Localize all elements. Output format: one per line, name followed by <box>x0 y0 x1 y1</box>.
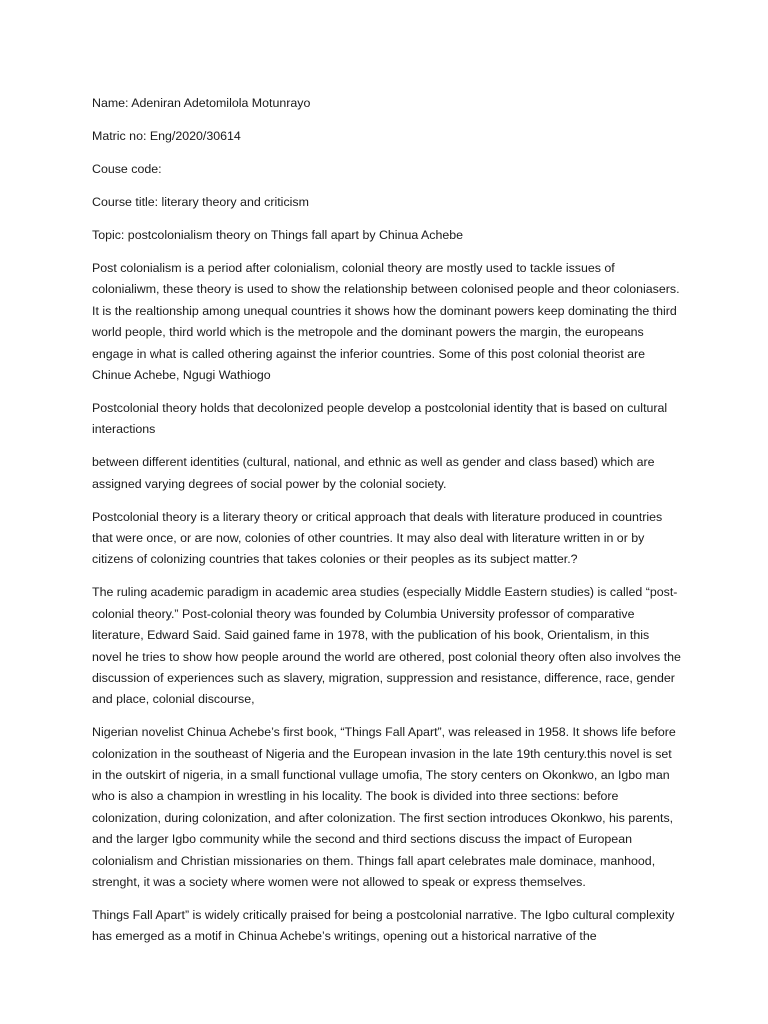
paragraph: The ruling academic paradigm in academic area studies (especially Middle Eastern studies) is called “post-colonial theory.” Post-colonial theory was founded by Columbia University professor of comparative literature, Edward Said. Said gained fame in 1978, with the publication of his book, Orientalism, in this novel he tries to show how people around the world are othered, post colonial theory often also involves the discussion of experiences such as slavery, migration, suppression and resistance, difference, race, gender and place, colonial discourse, <box>92 585 681 707</box>
topic: Topic: postcolonialism theory on Things fall apart by Chinua Achebe <box>92 228 464 242</box>
paragraph: Things Fall Apart” is widely critically praised for being a postcolonial narrative. The Igbo cultural complexity has emerged as a motif in Chinua Achebe’s writings, opening out a historical narrative of the <box>92 907 675 944</box>
document-body <box>92 93 682 959</box>
paragraph: Nigerian novelist Chinua Achebe’s first book, “Things Fall Apart”, was released in 1958. It shows life before colonization in the southeast of Nigeria and the European invasion in the late 19th century.this novel is set in the outskirt of nigeria, in a small functional vullage umofia, The story centers on Okonkwo, an Igbo man who is also a champion in wrestling in his locality. The book is divided into three sections: before colonization, during colonization, and after colonization. The first section introduces Okonkwo, his parents, and the larger Igbo community while the second and third sections discuss the impact of European colonialism and Christian missionaries on them. Things fall apart celebrates male dominace, manhood, strenght, it was a society where women were not allowed to speak or express themselves. <box>92 725 676 890</box>
course-code: Couse code: <box>92 162 162 176</box>
course-title: Course title: literary theory and criticism <box>92 195 309 209</box>
student-name: Name: Adeniran Adetomilola Motunrayo <box>92 96 311 110</box>
paragraph: Postcolonial theory is a literary theory or critical approach that deals with literature produced in countries that were once, or are now, colonies of other countries. It may also deal with literature written in or by citizens of colonizing countries that takes colonies or their peoples as its subject matter.? <box>92 509 663 567</box>
paragraph: Postcolonial theory holds that decolonized people develop a postcolonial identity that is based on cultural interactions <box>92 400 668 437</box>
matric-number: Matric no: Eng/2020/30614 <box>92 129 241 143</box>
paragraph: between different identities (cultural, national, and ethnic as well as gender and class based) which are assigned varying degrees of social power by the colonial society. <box>92 455 655 491</box>
paragraph: Post colonialism is a period after colonialism, colonial theory are mostly used to tackle issues of colonialiwm, these theory is used to show the relationship between colonised people and theor coloniasers. It is the realtionship among unequal countries it shows how the dominant powers keep dominating the third world people, third world which is the metropole and the dominant powers the margin, the europeans engage in what is called othering against the inferior countries. Some of this post colonial theorist are Chinue Achebe, Ngugi Wathiogo <box>92 261 680 383</box>
